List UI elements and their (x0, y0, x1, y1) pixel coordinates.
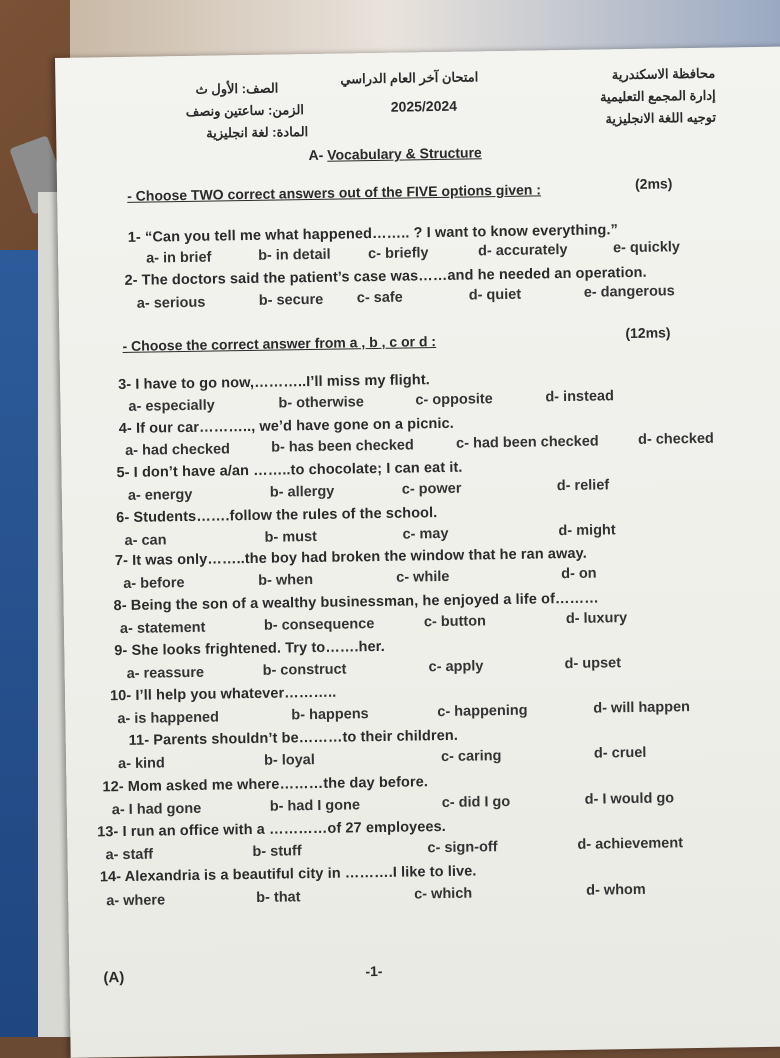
header-governorate: محافظة الاسكندرية (611, 65, 716, 83)
q1-option-e: e- quickly (612, 239, 681, 257)
header-administration: إدارة المجمع التعليمية (599, 87, 716, 105)
q7-option-c: c- while (396, 568, 450, 586)
q2-option-b: b- secure (258, 291, 324, 309)
question-5: 5- I don’t have a/an ……..to chocolate; I can eat it. (116, 459, 463, 482)
q8-option-a: a- statement (119, 619, 206, 638)
q8-option-d: d- luxury (565, 610, 628, 628)
question-3: 3- I have to go now,………..I’ll miss my flight. (118, 372, 430, 394)
q12-option-a: a- I had gone (111, 800, 202, 819)
part1-marks: (2ms) (634, 175, 673, 192)
q2-option-a: a- serious (136, 294, 206, 312)
page-number: -1- (365, 962, 383, 980)
question-12: 12- Mom asked me where………the day before. (102, 774, 429, 796)
header-subject: المادة: لغة انجليزية (206, 124, 309, 141)
part2-marks: (12ms) (625, 324, 671, 342)
question-1: 1- “Can you tell me what happened…….. ? I want to know everything.” (127, 222, 618, 246)
q4-option-d: d- checked (637, 430, 714, 448)
q1-option-d: d- accurately (477, 241, 568, 260)
question-9: 9- She looks frightened. Try to…….her. (114, 638, 385, 660)
q3-option-c: c- opposite (415, 391, 493, 409)
q9-option-d: d- upset (564, 655, 622, 673)
header-exam-name: امتحان آخر العام الدراسي (340, 69, 479, 87)
q3-option-d: d- instead (545, 388, 614, 406)
q3-option-b: b- otherwise (278, 394, 364, 412)
q13-option-a: a- staff (105, 846, 154, 864)
q14-option-d: d- whom (586, 881, 646, 899)
header-duration: الزمن: ساعتين ونصف (185, 102, 305, 119)
q4-option-b: b- has been checked (271, 437, 414, 456)
part1-instruction: - Choose TWO correct answers out of the FIVE options given : (127, 181, 542, 204)
section-title: A- Vocabulary & Structure (308, 144, 482, 164)
q5-option-c: c- power (401, 480, 462, 498)
q14-option-c: c- which (414, 885, 473, 903)
q9-option-c: c- apply (428, 658, 484, 676)
question-11: 11- Parents shouldn’t be………to their children. (128, 727, 459, 749)
q10-option-b: b- happens (291, 706, 369, 724)
header-department: توجيه اللغة الانجليزية (605, 109, 717, 127)
q1-option-c: c- briefly (367, 245, 429, 263)
exam-paper (55, 46, 780, 1058)
question-7: 7- It was only……..the boy had broken the window that he ran away. (114, 545, 587, 570)
question-10: 10- I’ll help you whatever……….. (109, 684, 337, 705)
q6-option-d: d- might (558, 522, 616, 540)
q10-option-c: c- happening (437, 702, 528, 721)
q3-option-a: a- especially (128, 397, 215, 415)
q6-option-c: c- may (402, 525, 449, 543)
q7-option-a: a- before (123, 575, 185, 592)
q13-option-b: b- stuff (252, 843, 302, 860)
q11-option-b: b- loyal (263, 752, 315, 769)
q11-option-a: a- kind (117, 755, 165, 773)
q2-option-e: e- dangerous (583, 283, 675, 301)
exam-version: (A) (103, 969, 125, 987)
q14-option-a: a- where (106, 892, 166, 910)
question-8: 8- Being the son of a wealthy businessman, he enjoyed a life of……… (113, 590, 599, 615)
q9-option-b: b- construct (262, 661, 347, 679)
q13-option-d: d- achievement (577, 835, 684, 853)
q10-option-d: d- will happen (593, 699, 691, 717)
q2-option-d: d- quiet (468, 286, 522, 304)
q9-option-a: a- reassure (126, 664, 205, 682)
q6-option-b: b- must (264, 528, 318, 546)
q1-option-a: a- in brief (146, 249, 212, 267)
header-grade: الصف: الأول ث (195, 80, 279, 97)
q8-option-c: c- button (423, 613, 487, 631)
q12-option-c: c- did I go (441, 793, 511, 812)
question-14: 14- Alexandria is a beautiful city in ……….I like to live. (99, 863, 477, 886)
header-year: 2025/2024 (390, 97, 458, 115)
q5-option-d: d- relief (556, 477, 610, 495)
q12-option-d: d- I would go (584, 790, 675, 808)
question-2: 2- The doctors said the patient’s case was……and he needed an operation. (124, 264, 647, 289)
q4-option-a: a- had checked (125, 441, 231, 459)
q7-option-d: d- on (561, 565, 597, 583)
q6-option-a: a- can (124, 532, 167, 549)
question-6: 6- Students…….follow the rules of the school. (116, 505, 438, 527)
q8-option-b: b- consequence (263, 616, 375, 634)
q7-option-b: b- when (258, 572, 314, 589)
question-4: 4- If our car……….., we’d have gone on a picnic. (118, 415, 454, 438)
q1-option-b: b- in detail (258, 246, 331, 264)
q5-option-a: a- energy (127, 486, 193, 504)
question-13: 13- I run an office with a …………of 27 employees. (97, 818, 447, 841)
q11-option-d: d- cruel (593, 744, 647, 762)
part2-instruction: - Choose the correct answer from a , b , c or d : (122, 333, 437, 354)
q10-option-a: a- is happened (117, 709, 220, 728)
q4-option-c: c- had been checked (455, 433, 599, 452)
q2-option-c: c- safe (356, 289, 403, 307)
q12-option-b: b- had I gone (269, 797, 361, 815)
q13-option-c: c- sign-off (427, 839, 498, 857)
q14-option-b: b- that (256, 889, 301, 906)
q5-option-b: b- allergy (269, 483, 335, 501)
q11-option-c: c- caring (440, 748, 502, 766)
